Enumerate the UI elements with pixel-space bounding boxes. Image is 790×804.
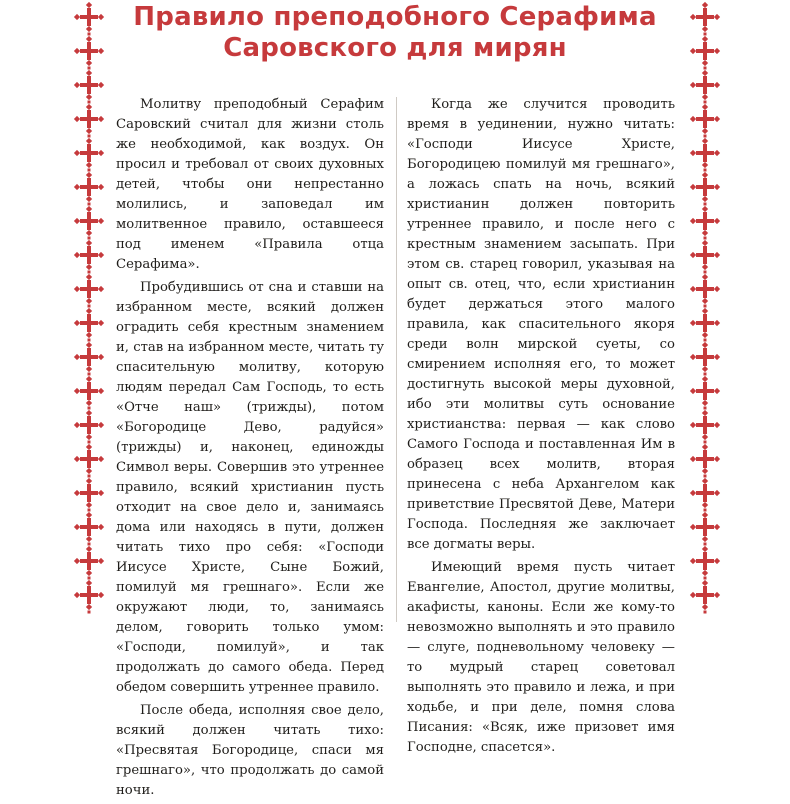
right-ornament-border	[688, 0, 722, 626]
paragraph: Пробудившись от сна и ставши на избранном месте, всякий должен оградить себя крестным знамением и, став на избранном месте, читать ту спасительную молитву, которую людям передал Сам Господь, то есть «Отче наш» (трижды), потом «Богородице Дево, радуйся» (трижды) и, наконец, единожды Символ веры. Совершив это утреннее правило, всякий христианин пусть отходит на свое дело и, занимаясь дома или находясь в пути, должен читать тихо про себя: «Господи Иисусе Христе, Сыне Божий, помилуй мя грешнаго». Если же окружают люди, то, занимаясь делом, говорить только умом: «Господи, помилуй», и так продолжать до самого обеда. Перед обедом совершить утреннее правило.	[116, 280, 384, 695]
paragraph: Когда же случится проводить время в уединении, нужно читать: «Господи Иисусе Христе, Богородицею помилуй мя грешнаго», а ложась спать на ночь, всякий христианин должен повторить утреннее правило, и после него с крестным знамением засыпать. При этом св. старец говорил, указывая на опыт св. отец, что, если христианин будет держаться этого малого правила, как спасительного якоря среди волн мирской суеты, со смирением исполняя его, то может достигнуть высокой меры духовной, ибо эти молитвы суть основание христианства: первая — как слово Самого Господа и поставленная Им в образец всех молитв, вторая принесена с неба Архангелом как приветствие Пресвятой Деве, Матери Господа. Последняя же заключает все догматы веры.	[407, 97, 675, 552]
cross-ornament-icon	[72, 0, 106, 626]
right-column	[407, 95, 675, 761]
column-divider	[396, 97, 397, 622]
title-line-2: Саровского для мирян	[223, 33, 567, 63]
paragraph: Имеющий время пусть читает Евангелие, Апостол, другие молитвы, акафисты, каноны. Если же кому-то невозможно выполнять и это правило — слуге, подневольному человеку — то мудрый старец советовал выполнять это правило и лежа, и при ходьбе, и при деле, помня слова Писания: «Всяк, иже призовет имя Господне, спасется».	[407, 560, 675, 755]
title-line-1: Правило преподобного Серафима	[133, 2, 657, 32]
left-ornament-border	[72, 0, 106, 626]
article-title	[110, 2, 680, 64]
left-column	[116, 95, 384, 804]
article-body	[116, 95, 676, 798]
paragraph: После обеда, исполняя свое дело, всякий должен читать тихо: «Пресвятая Богородице, спаси мя грешнаго», что продолжать до самой ночи.	[116, 703, 384, 798]
paragraph: Молитву преподобный Серафим Саровский считал для жизни столь же необходимой, как воздух. Он просил и требовал от своих духовных детей, чтобы они непрестанно молились, и заповедал им молитвенное правило, оставшееся под именем «Правила отца Серафима».	[116, 97, 384, 272]
cross-ornament-icon	[688, 0, 722, 626]
